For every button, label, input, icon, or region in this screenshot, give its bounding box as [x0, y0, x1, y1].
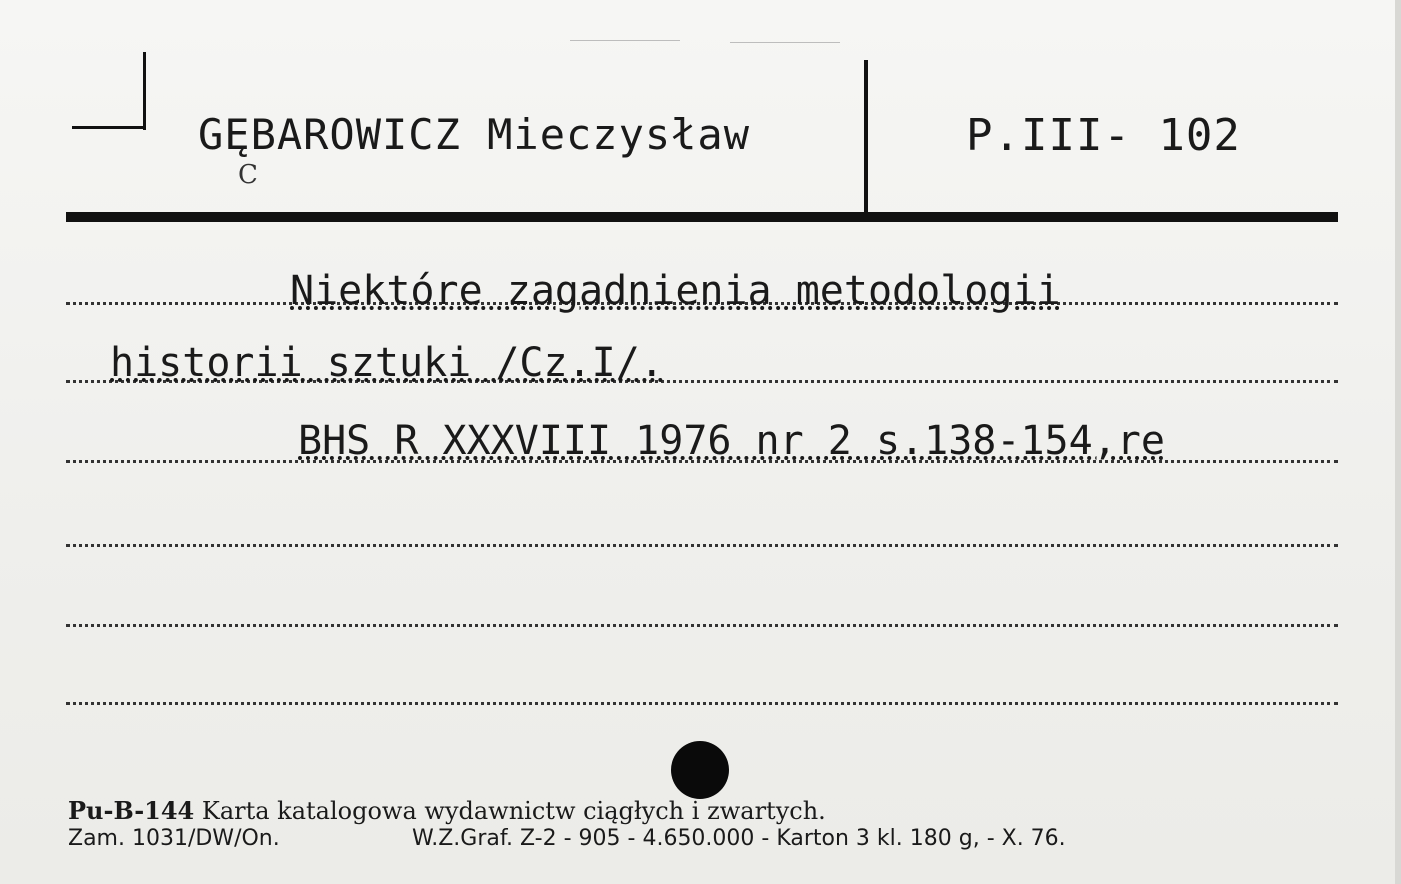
card-edge — [1395, 0, 1401, 884]
entry-title-line-1: Niektóre zagadnienia metodologii — [290, 268, 1061, 314]
faint-mark — [570, 40, 680, 41]
dotted-line — [66, 544, 1338, 547]
order-number: Zam. 1031/DW/On. — [68, 826, 280, 851]
dotted-line — [66, 702, 1338, 705]
punch-hole — [671, 741, 729, 799]
heading-rule — [66, 212, 1338, 222]
dotted-line — [66, 624, 1338, 627]
corner-mark-vertical — [143, 52, 146, 130]
form-code: Pu-B-144 — [68, 796, 195, 825]
author-heading: GĘBAROWICZ Mieczysław — [198, 110, 751, 159]
printer-info: W.Z.Graf. Z-2 - 905 - 4.650.000 - Karton 3 kl. 180 g, - X. 76. — [412, 826, 1066, 851]
handwritten-mark: C — [238, 160, 258, 190]
footer-form-line — [68, 796, 826, 825]
form-title: Karta katalogowa wydawnictw ciągłych i zwartych. — [201, 797, 826, 825]
entry-title-line-2: historii sztuki /Cz.I/. — [110, 340, 664, 386]
entry-source-line: BHS R XXXVIII 1976 nr 2 s.138-154,re — [298, 418, 1165, 464]
faint-mark — [730, 42, 840, 43]
heading-divider — [864, 60, 868, 212]
shelf-signature: P.III- 102 — [966, 110, 1241, 161]
corner-mark-horizontal — [72, 126, 146, 129]
footer-print-line — [68, 826, 1066, 851]
